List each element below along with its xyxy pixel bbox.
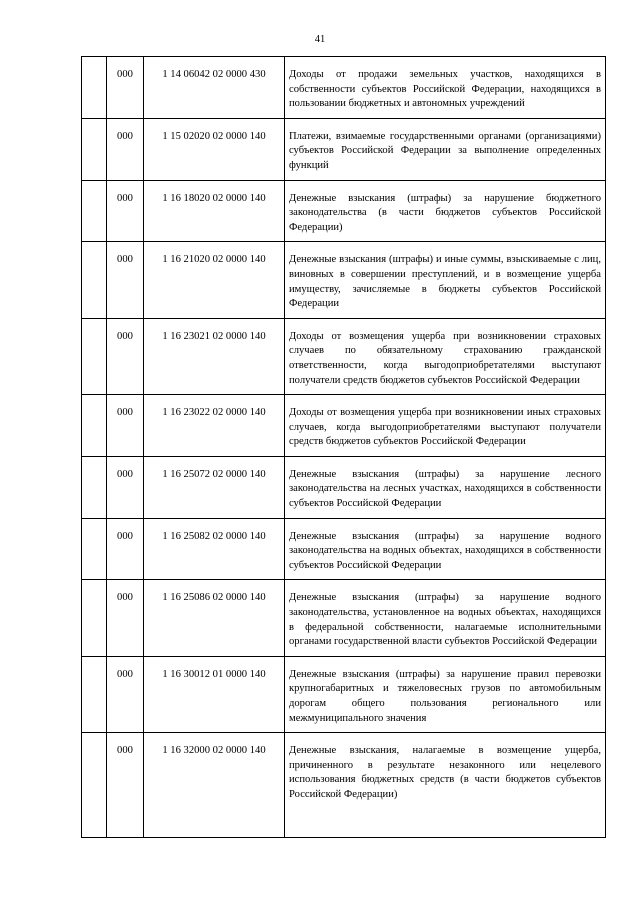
admin-code-cell: 000	[107, 518, 144, 580]
admin-code-cell: 000	[107, 57, 144, 119]
admin-code-cell: 000	[107, 456, 144, 518]
budget-code-cell: 1 14 06042 02 0000 430	[144, 57, 285, 119]
revenue-name-cell: Денежные взыскания (штрафы) и иные суммы, взыскиваемые с лиц, виновных в совершении преступлений, и в возмещение ущерба имуществу, зачисляемые в бюджеты субъектов Российской Федерации	[285, 242, 606, 318]
admin-code-cell: 000	[107, 580, 144, 656]
empty-cell	[82, 580, 107, 656]
table-row	[82, 318, 606, 394]
revenue-name-cell: Доходы от продажи земельных участков, находящихся в собственности субъектов Российской Федерации, находящихся в пользовании бюджетных и автономных учреждений	[285, 57, 606, 119]
revenue-name-cell: Платежи, взимаемые государственными органами (организациями) субъектов Российской Федерации за выполнение определенных функций	[285, 118, 606, 180]
empty-cell	[82, 733, 107, 837]
revenue-name-cell: Денежные взыскания (штрафы) за нарушение правил перевозки крупногабаритных и тяжеловесных грузов по автомобильным дорогам общего пользования регионального или межмуниципального значения	[285, 656, 606, 732]
empty-cell	[82, 656, 107, 732]
admin-code-cell: 000	[107, 395, 144, 457]
budget-code-cell: 1 16 25072 02 0000 140	[144, 456, 285, 518]
budget-code-cell: 1 16 30012 01 0000 140	[144, 656, 285, 732]
page-number: 41	[314, 34, 326, 45]
budget-code-cell: 1 16 25082 02 0000 140	[144, 518, 285, 580]
table-row	[82, 656, 606, 732]
table-row	[82, 180, 606, 242]
budget-code-cell: 1 16 23021 02 0000 140	[144, 318, 285, 394]
revenue-name-cell: Доходы от возмещения ущерба при возникновении иных страховых случаев, когда выгодоприобретателями выступают получатели средств бюджетов субъектов Российской Федерации	[285, 395, 606, 457]
admin-code-cell: 000	[107, 242, 144, 318]
table-row	[82, 456, 606, 518]
revenue-name-cell: Доходы от возмещения ущерба при возникновении страховых случаев по обязательному страхованию гражданской ответственности, когда выгодоприобретателями выступают получатели средств бюджетов субъектов Российской Федерации	[285, 318, 606, 394]
revenue-name-cell: Денежные взыскания (штрафы) за нарушение бюджетного законодательства (в части бюджетов субъектов Российской Федерации)	[285, 180, 606, 242]
revenue-name-cell: Денежные взыскания (штрафы) за нарушение лесного законодательства на лесных участках, находящихся в собственности субъектов Российской Федерации	[285, 456, 606, 518]
empty-cell	[82, 456, 107, 518]
budget-code-cell: 1 16 18020 02 0000 140	[144, 180, 285, 242]
table-row	[82, 57, 606, 119]
empty-cell	[82, 118, 107, 180]
table-row	[82, 242, 606, 318]
empty-cell	[82, 57, 107, 119]
table-row	[82, 518, 606, 580]
revenue-name-cell: Денежные взыскания (штрафы) за нарушение водного законодательства на водных объектах, находящихся в собственности субъектов Российской Федерации	[285, 518, 606, 580]
admin-code-cell: 000	[107, 318, 144, 394]
budget-code-cell: 1 16 21020 02 0000 140	[144, 242, 285, 318]
table-row	[82, 395, 606, 457]
admin-code-cell: 000	[107, 118, 144, 180]
budget-code-cell: 1 16 23022 02 0000 140	[144, 395, 285, 457]
budget-code-cell: 1 16 25086 02 0000 140	[144, 580, 285, 656]
empty-cell	[82, 518, 107, 580]
admin-code-cell: 000	[107, 733, 144, 837]
table-row	[82, 580, 606, 656]
table-row	[82, 733, 606, 837]
empty-cell	[82, 318, 107, 394]
table-body	[82, 57, 606, 838]
admin-code-cell: 000	[107, 180, 144, 242]
budget-code-cell: 1 15 02020 02 0000 140	[144, 118, 285, 180]
admin-code-cell: 000	[107, 656, 144, 732]
empty-cell	[82, 180, 107, 242]
revenue-codes-table	[81, 56, 606, 838]
empty-cell	[82, 242, 107, 318]
empty-cell	[82, 395, 107, 457]
revenue-name-cell: Денежные взыскания, налагаемые в возмещение ущерба, причиненного в результате незаконного или нецелевого использования бюджетных средств (в части бюджетов субъектов Российской Федерации)	[285, 733, 606, 837]
table-row	[82, 118, 606, 180]
revenue-name-cell: Денежные взыскания (штрафы) за нарушение водного законодательства, установленное на водных объектах, находящихся в федеральной собственности, налагаемые исполнительными органами государственной власти субъектов Российской Федерации	[285, 580, 606, 656]
budget-code-cell: 1 16 32000 02 0000 140	[144, 733, 285, 837]
